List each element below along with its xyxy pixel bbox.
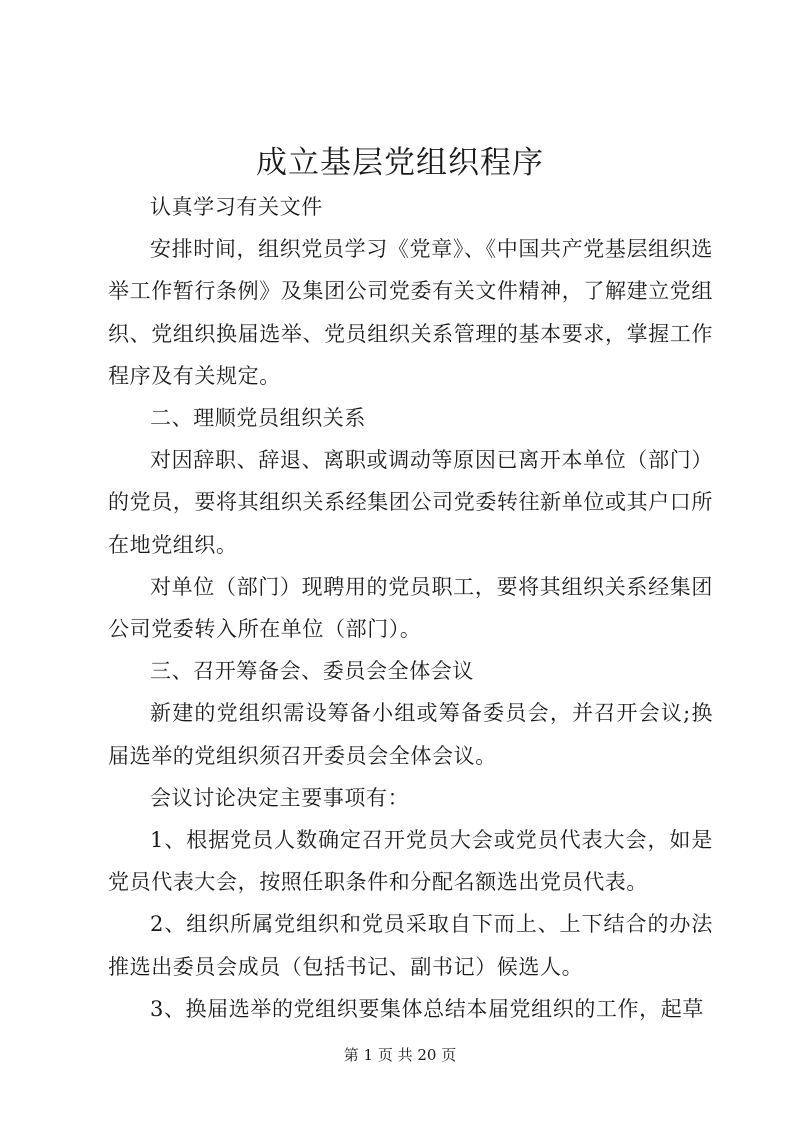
paragraph-meetings: 新建的党组织需设筹备小组或筹备委员会，并召开会议;换届选举的党组织须召开委员会全体会议。 [108, 701, 713, 768]
paragraph-study-documents: 认真学习有关文件 [150, 195, 323, 219]
paragraph-main-matters: 会议讨论决定主要事项有： [150, 785, 410, 810]
list-item-2: 2、组织所属党组织和党员采取自下而上、上下结合的办法推选出委员会成员（包括书记、副书记）候选人。 [108, 912, 713, 979]
heading-section-3: 三、召开筹备会、委员会全体会议 [150, 659, 474, 684]
heading-section-2: 二、理顺党员组织关系 [150, 406, 366, 431]
list-item-1: 1、根据党员人数确定召开党员大会或党员代表大会，如是党员代表大会，按照任职条件和分配名额选出党员代表。 [108, 828, 713, 895]
paragraph-study-arrangement: 安排时间，组织党员学习《党章》、《中国共产党基层组织选举工作暂行条例》及集团公司党委有关文件精神，了解建立党组织、党组织换届选举、党员组织关系管理的基本要求，掌握工作程序及有关规定。 [108, 237, 713, 388]
paragraph-transfer-out: 对因辞职、辞退、离职或调动等原因已离开本单位（部门）的党员，要将其组织关系经集团公司党委转往新单位或其户口所在地党组织。 [108, 448, 713, 557]
document-body [108, 186, 713, 1030]
page-footer: 第 1 页 共 20 页 [343, 1046, 457, 1064]
list-item-3: 3、换届选举的党组织要集体总结本届党组织的工作，起草 [150, 996, 704, 1021]
document-title: 成立基层党组织程序 [256, 145, 544, 181]
paragraph-transfer-in: 对单位（部门）现聘用的党员职工，要将其组织关系经集团公司党委转入所在单位（部门）。 [108, 574, 713, 642]
